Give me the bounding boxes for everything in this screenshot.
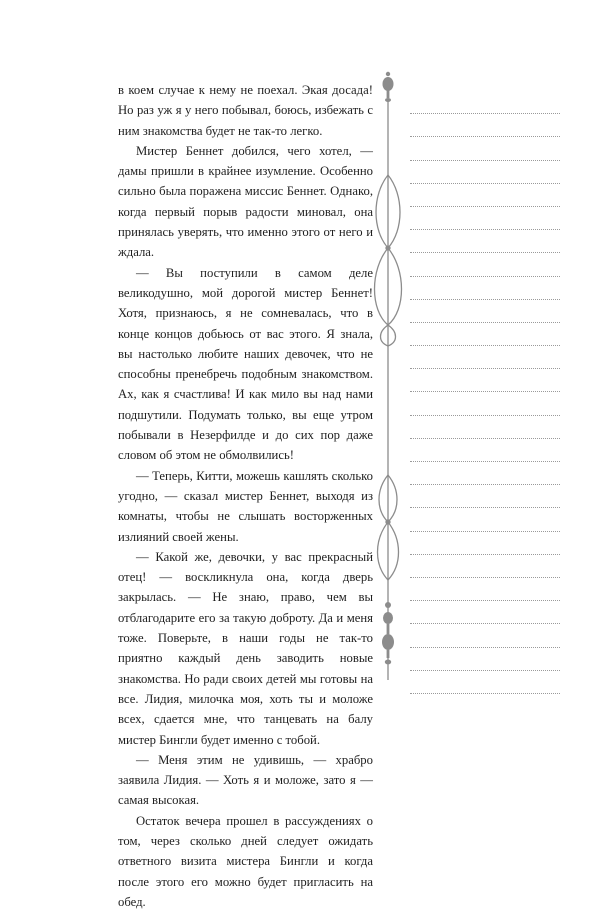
note-line [410, 114, 560, 137]
note-line [410, 416, 560, 439]
note-line [410, 508, 560, 531]
note-line [410, 439, 560, 462]
paragraph: — Теперь, Китти, можешь кашлять сколько угодно, — сказал мистер Беннет, выходя из комнаты, чтобы не слышать восторженных излияний своей жены. [118, 468, 373, 544]
notes-ruled-area [410, 91, 560, 694]
note-line [410, 137, 560, 160]
note-line [410, 369, 560, 392]
note-line [410, 277, 560, 300]
decorative-divider-ornament [368, 70, 408, 710]
note-line [410, 601, 560, 624]
note-line [410, 300, 560, 323]
paragraph: Мистер Беннет добился, чего хотел, — дамы пришли в крайнее изумление. Особенно сильно была поражена миссис Беннет. Однако, когда первый порыв радости миновал, она принялась уверять, что именно этого от него и ждала. [118, 143, 373, 260]
note-line [410, 555, 560, 578]
note-line [410, 648, 560, 671]
note-line [410, 230, 560, 253]
paragraph: в коем случае к нему не поехал. Экая досада! Но раз уж я у него побывал, боюсь, избежать с ним знакомства будет не так-то легко. [118, 83, 373, 138]
note-line [410, 91, 560, 114]
note-line [410, 184, 560, 207]
top-finial-icon [383, 72, 394, 102]
note-line [410, 532, 560, 555]
note-line [410, 253, 560, 276]
note-line [410, 462, 560, 485]
note-line [410, 323, 560, 346]
paragraph: — Вы поступили в самом деле великодушно, мой дорогой мистер Беннет! Хотя, признаюсь, я не сомневалась, что в конце концов добьюсь от вас этого. Я знала, вы настолько любите наших девочек, что не способны пренебречь подобным знакомством. Ах, как я счастлива! И как мило вы над нами подшутили. Подумать только, вы еще утром побывали в Незерфилде и до сих пор даже словом об этом не обмолвились! [118, 265, 373, 463]
note-line [410, 392, 560, 415]
note-line [410, 161, 560, 184]
note-line [410, 346, 560, 369]
note-line [410, 485, 560, 508]
note-line [410, 207, 560, 230]
paragraph: Остаток вечера прошел в рассуждениях о том, через сколько дней следует ожидать ответного визита мистера Бингли и когда после этого его можно будет пригласить на обед. [118, 813, 373, 909]
paragraph: — Меня этим не удивишь, — храбро заявила Лидия. — Хоть я и моложе, зато я — самая высокая. [118, 752, 373, 808]
note-line [410, 624, 560, 647]
note-line [410, 578, 560, 601]
book-text-column [118, 80, 373, 912]
note-line [410, 671, 560, 694]
paragraph: — Какой же, девочки, у вас прекрасный отец! — воскликнула она, когда дверь закрылась. — Не знаю, право, чем вы отблагодарите его за такую доброту. Да и меня тоже. Поверьте, в наши годы не так-то приятно каждый день заводить новые знакомства. Но ради своих детей мы готовы на все. Лидия, милочка моя, хоть ты и моложе всех, сдается мне, что танцевать на балу мистер Бингли будет именно с тобой. [118, 549, 373, 747]
